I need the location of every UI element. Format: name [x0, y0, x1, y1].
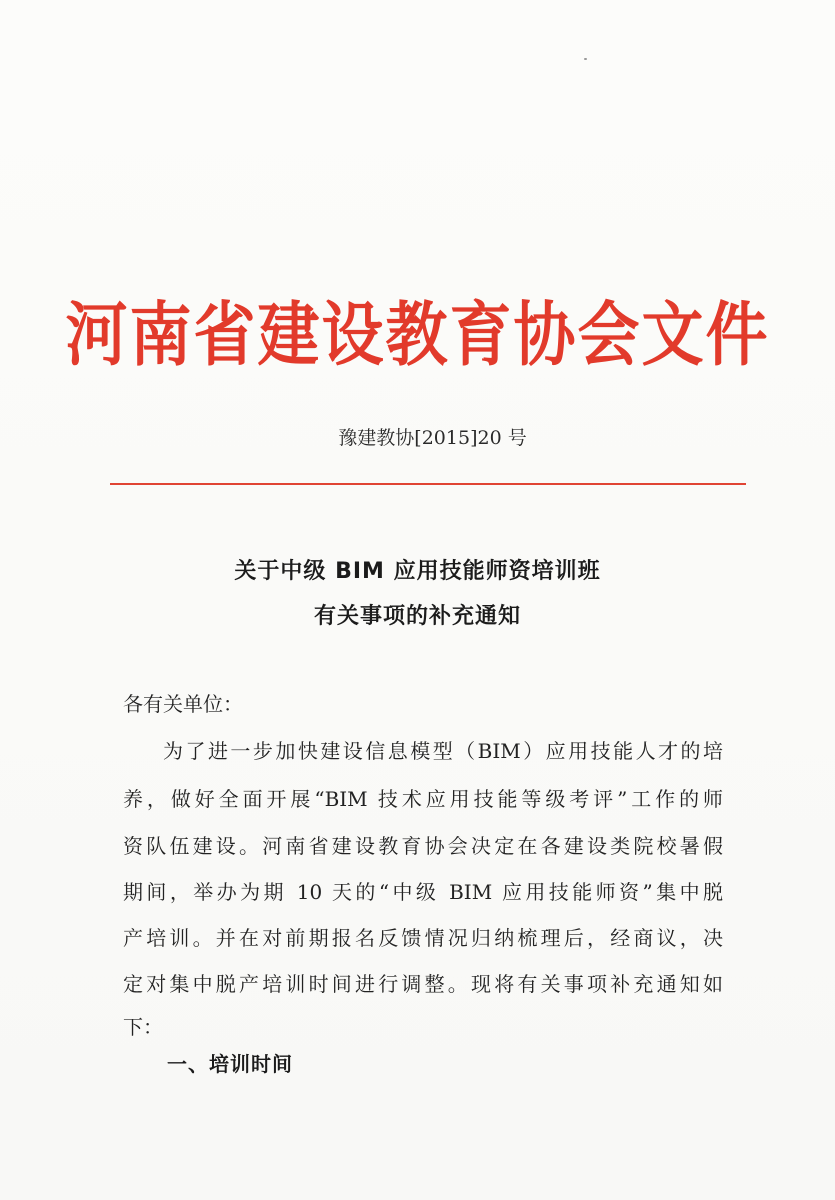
notice-title-line-1: 关于中级 BIM 应用技能师资培训班: [234, 559, 601, 584]
paper-speck: [584, 58, 587, 60]
body-text-line: 定对集中脱产培训时间进行调整。现将有关事项补充通知如: [123, 972, 723, 996]
section-heading: 一、培训时间: [167, 1052, 293, 1076]
body-text-line: 为了进一步加快建设信息模型（BIM）应用技能人才的培: [163, 739, 723, 763]
body-text-line: 养，做好全面开展“BIM 技术应用技能等级考评”工作的师: [123, 787, 723, 811]
notice-title-line-2: 有关事项的补充通知: [313, 604, 521, 629]
red-divider-line: [110, 483, 746, 485]
body-text-line: 资队伍建设。河南省建设教育协会决定在各建设类院校暑假: [123, 834, 723, 858]
body-text-line: 下：: [123, 1015, 163, 1039]
body-text-line: 产培训。并在对前期报名反馈情况归纳梳理后，经商议，决: [123, 926, 723, 950]
masthead-title: 河南省建设教育协会文件: [65, 293, 770, 376]
body-text-line: 期间，举办为期 10 天的“中级 BIM 应用技能师资”集中脱: [123, 880, 723, 904]
document-number: 豫建教协[2015]20 号: [338, 427, 527, 449]
salutation: 各有关单位：: [123, 692, 243, 716]
